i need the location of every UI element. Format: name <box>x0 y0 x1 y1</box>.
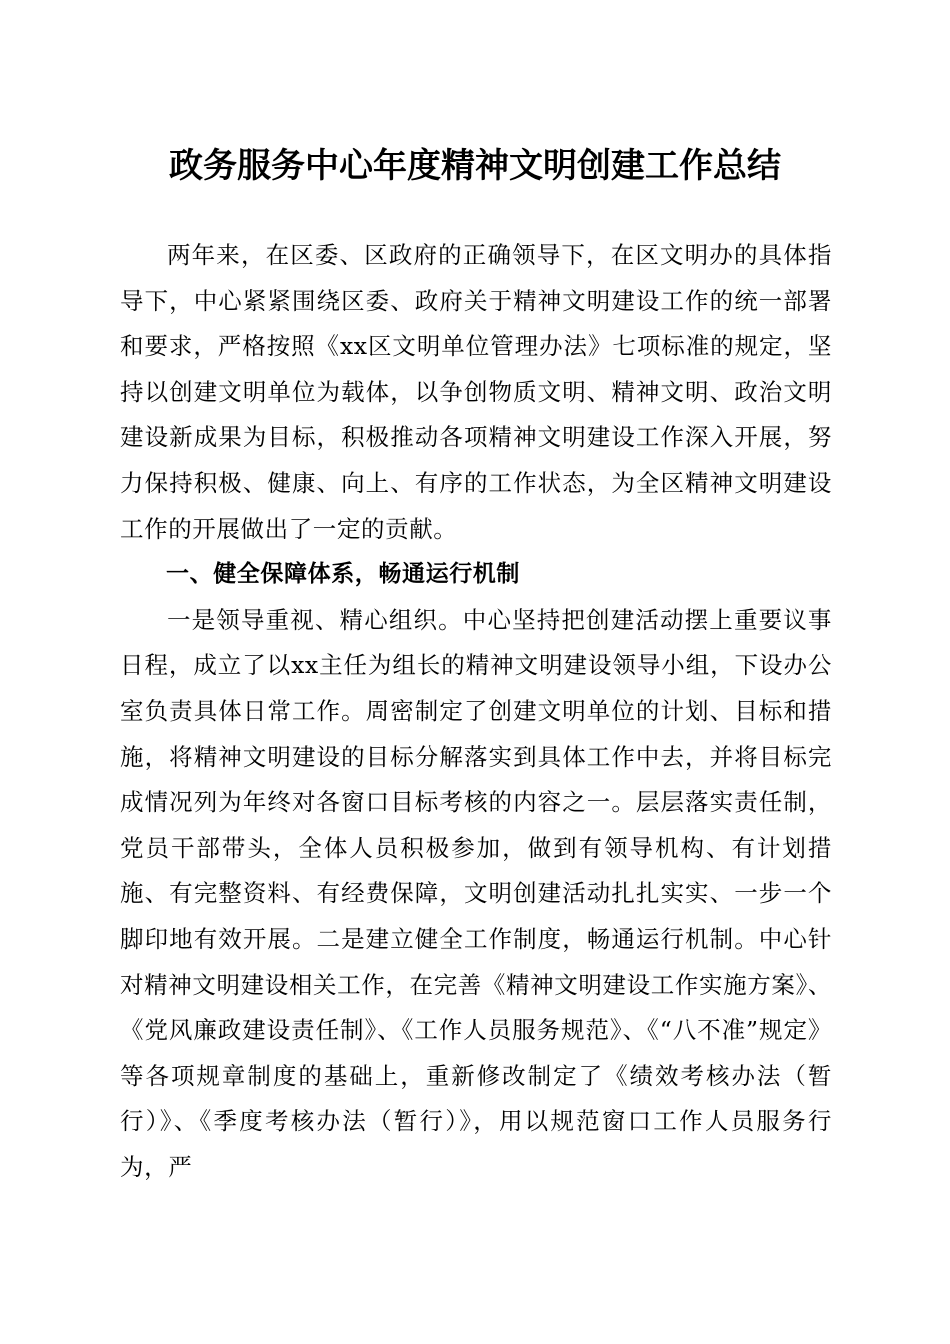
document-title: 政务服务中心年度精神文明创建工作总结 <box>169 146 781 186</box>
section-heading-1: 一、健全保障体系，畅通运行机制 <box>166 561 520 588</box>
intro-paragraph: 两年来，在区委、区政府的正确领导下，在区文明办的具体指导下，中心紧紧围绕区委、政府关于精神文明建设工作的统一部署和要求，严格按照《xx区文明单位管理办法》七项标准的规定，坚持以创建文明单位为载体，以争创物质文明、精神文明、政治文明建设新成果为目标，积极推动各项精神文明建设工作深入开展，努力保持积极、健康、向上、有序的工作状态，为全区精神文明建设工作的开展做出了一定的贡献。 <box>120 241 832 543</box>
document-body <box>120 233 832 1190</box>
section-1-paragraph: 一是领导重视、精心组织。中心坚持把创建活动摆上重要议事日程，成立了以xx主任为组长的精神文明建设领导小组，下设办公室负责具体日常工作。周密制定了创建文明单位的计划、目标和措施，将精神文明建设的目标分解落实到具体工作中去，并将目标完成情况列为年终对各窗口目标考核的内容之一。层层落实责任制，党员干部带头，全体人员积极参加，做到有领导机构、有计划措施、有完整资料、有经费保障，文明创建活动扎扎实实、一步一个脚印地有效开展。二是建立健全工作制度，畅通运行机制。中心针对精神文明建设相关工作，在完善《精神文明建设工作实施方案》、《党风廉政建设责任制》、《工作人员服务规范》、《“八不准”规定》等各项规章制度的基础上，重新修改制定了《绩效考核办法（暂行）》、《季度考核办法（暂行）》，用以规范窗口工作人员服务行为，严 <box>120 605 832 1181</box>
